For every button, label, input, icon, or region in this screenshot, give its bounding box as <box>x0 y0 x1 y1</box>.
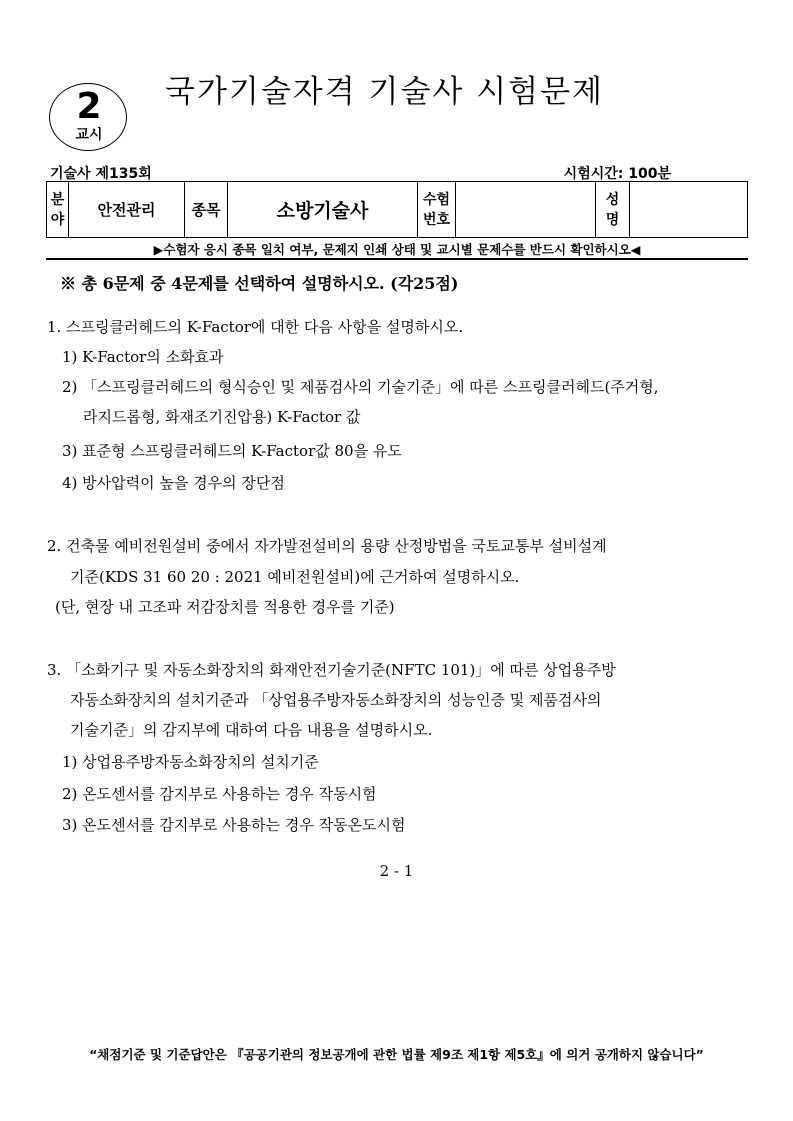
page-number: 2 - 1 <box>379 862 414 880</box>
exam-number-label-1: 수험 <box>422 191 451 208</box>
page-title: 국가기술자격 기술사 시험문제 <box>165 74 605 110</box>
exam-info-table <box>46 181 748 238</box>
question-3-sub-3: 3) 온도센서를 감지부로 사용하는 경우 작동온도시험 <box>62 816 406 834</box>
instruction: ※ 총 6문제 중 4문제를 선택하여 설명하시오. (각25점) <box>60 274 459 293</box>
field-label-1: 분 <box>50 191 65 208</box>
question-3-line-2: 자동소화장치의 설치기준과 「상업용주방자동소화장치의 성능인증 및 제품검사의 <box>70 691 602 709</box>
name-label-1: 성 <box>605 191 620 208</box>
question-1-sub-3: 3) 표준형 스프링클러헤드의 K-Factor값 80을 유도 <box>62 442 402 460</box>
question-1-sub-1: 1) K-Factor의 소화효과 <box>62 348 224 366</box>
name-field[interactable] <box>630 182 748 238</box>
session-label: 교시 <box>75 127 103 143</box>
category-label: 종목 <box>185 182 228 238</box>
divider <box>46 258 748 260</box>
field-label-cell <box>47 182 69 238</box>
question-2-line-2: 기준(KDS 31 60 20 : 2021 예비전원설비)에 근거하여 설명하시오. <box>70 568 520 586</box>
session-number: 2 <box>76 86 102 127</box>
session-badge <box>49 83 127 151</box>
field-label-2: 야 <box>50 211 65 228</box>
exam-number-label-cell <box>418 182 456 238</box>
question-1-sub-4: 4) 방사압력이 높을 경우의 장단점 <box>62 474 285 492</box>
question-2-line-1: 2. 건축물 예비전원설비 중에서 자가발전설비의 용량 산정방법을 국토교통부 설비설계 <box>47 537 607 555</box>
question-2-note: (단, 현장 내 고조파 저감장치를 적용한 경우를 기준) <box>55 598 395 616</box>
question-3-sub-1: 1) 상업용주방자동소화장치의 설치기준 <box>62 753 319 771</box>
exam-time: 시험시간: 100분 <box>563 166 671 182</box>
question-1-title: 1. 스프링클러헤드의 K-Factor에 대한 다음 사항을 설명하시오. <box>47 318 464 336</box>
exam-number-label-2: 번호 <box>422 211 451 228</box>
question-3-line-1: 3. 「소화기구 및 자동소화장치의 화재안전기술기준(NFTC 101)」에 따른 상업용주방 <box>47 661 616 679</box>
footer-notice: “채점기준 및 기준답안은 『공공기관의 정보공개에 관한 법률 제9조 제1항 제5호』에 의거 공개하지 않습니다” <box>89 1047 704 1062</box>
question-1-sub-2: 2) 「스프링클러헤드의 형식승인 및 제품검사의 기술기준」에 따른 스프링클러헤드(주거형, <box>62 378 659 396</box>
category-value: 소방기술사 <box>228 182 418 238</box>
field-value: 안전관리 <box>69 182 185 238</box>
question-3-line-3: 기술기준」의 감지부에 대하여 다음 내용을 설명하시오. <box>70 721 433 739</box>
notice: ▶수험자 응시 종목 일치 여부, 문제지 인쇄 상태 및 교시별 문제수를 반드시 확인하시오◀ <box>153 242 641 257</box>
question-3-sub-2: 2) 온도센서를 감지부로 사용하는 경우 작동시험 <box>62 785 377 803</box>
exam-type: 기술사 제135회 <box>50 166 152 182</box>
exam-number-field[interactable] <box>456 182 596 238</box>
question-1-sub-2-cont: 라지드롭형, 화재조기진압용) K-Factor 값 <box>83 408 361 426</box>
name-label-cell <box>596 182 630 238</box>
name-label-2: 명 <box>605 211 620 228</box>
